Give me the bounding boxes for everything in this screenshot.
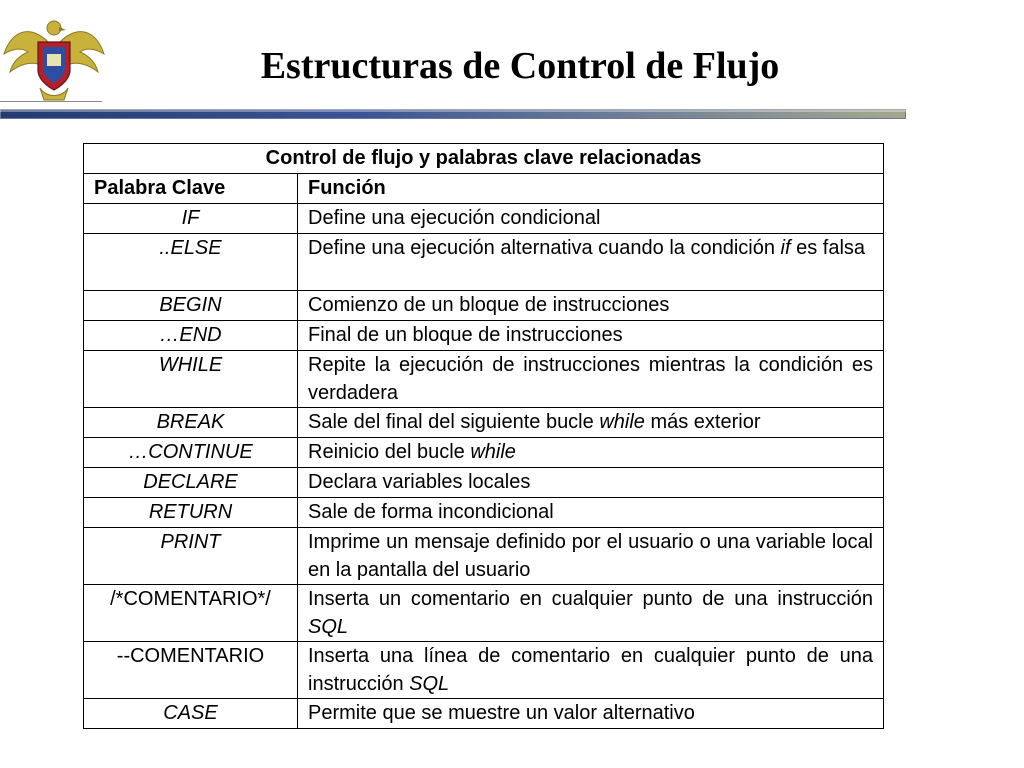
function-cell [298,585,884,642]
keywords-table-container [83,143,883,724]
table-row [84,498,884,528]
table-row [84,438,884,468]
function-cell: Sale de forma incondicional [298,498,884,528]
table-row [84,408,884,438]
function-cell: Repite la ejecución de instrucciones mientras la condición es verdadera [298,351,884,408]
column-header-function: Función [298,174,884,204]
table-row [84,642,884,699]
function-text: Inserta un comentario en cualquier punto de una instrucción [308,588,874,610]
slide-title: Estructuras de Control de Flujo [260,45,780,87]
keyword-cell: …CONTINUE [84,438,298,468]
keyword-cell: ..ELSE [84,234,298,291]
keyword-cell: BEGIN [84,291,298,321]
table-row [84,321,884,351]
function-text: Inserta una línea de comentario en cualquier punto de una instrucción [308,645,874,695]
keyword-cell: RETURN [84,498,298,528]
function-cell [298,408,884,438]
function-emphasis: SQL [308,616,349,638]
title-divider-bar [0,109,906,119]
university-crest-logo [2,14,106,104]
keyword-cell: IF [84,204,298,234]
function-emphasis: SQL [409,673,450,695]
keyword-cell: DECLARE [84,468,298,498]
function-cell [298,234,884,291]
function-cell [298,642,884,699]
column-header-keyword: Palabra Clave [84,174,298,204]
eagle-crest-icon [2,14,106,104]
function-cell: Declara variables locales [298,468,884,498]
table-row [84,351,884,408]
function-emphasis: while [599,411,645,433]
table-row [84,699,884,729]
keyword-cell: …END [84,321,298,351]
logo-underline [0,101,102,102]
keyword-cell: /*COMENTARIO*/ [84,585,298,642]
function-text: más exterior [644,411,761,433]
function-cell: Final de un bloque de instrucciones [298,321,884,351]
keyword-cell: --COMENTARIO [84,642,298,699]
function-emphasis: if [780,237,791,259]
keyword-cell: CASE [84,699,298,729]
function-text: es falsa [790,237,866,259]
function-cell: Comienzo de un bloque de instrucciones [298,291,884,321]
function-cell [298,438,884,468]
table-row [84,291,884,321]
function-text: Reinicio del bucle [308,441,471,463]
table-caption: Control de flujo y palabras clave relacionadas [84,144,884,174]
table-row [84,234,884,291]
table-row [84,204,884,234]
function-text: Sale del final del siguiente bucle [308,411,600,433]
table-row [84,528,884,585]
keywords-table [83,143,884,729]
function-cell: Permite que se muestre un valor alternativo [298,699,884,729]
function-cell: Imprime un mensaje definido por el usuario o una variable local en la pantalla del usuario [298,528,884,585]
keyword-cell: WHILE [84,351,298,408]
keyword-cell: PRINT [84,528,298,585]
function-emphasis: while [470,441,516,463]
function-cell: Define una ejecución condicional [298,204,884,234]
function-text: Define una ejecución alternativa cuando la condición [308,237,781,259]
table-row [84,468,884,498]
table-row [84,585,884,642]
keyword-cell: BREAK [84,408,298,438]
